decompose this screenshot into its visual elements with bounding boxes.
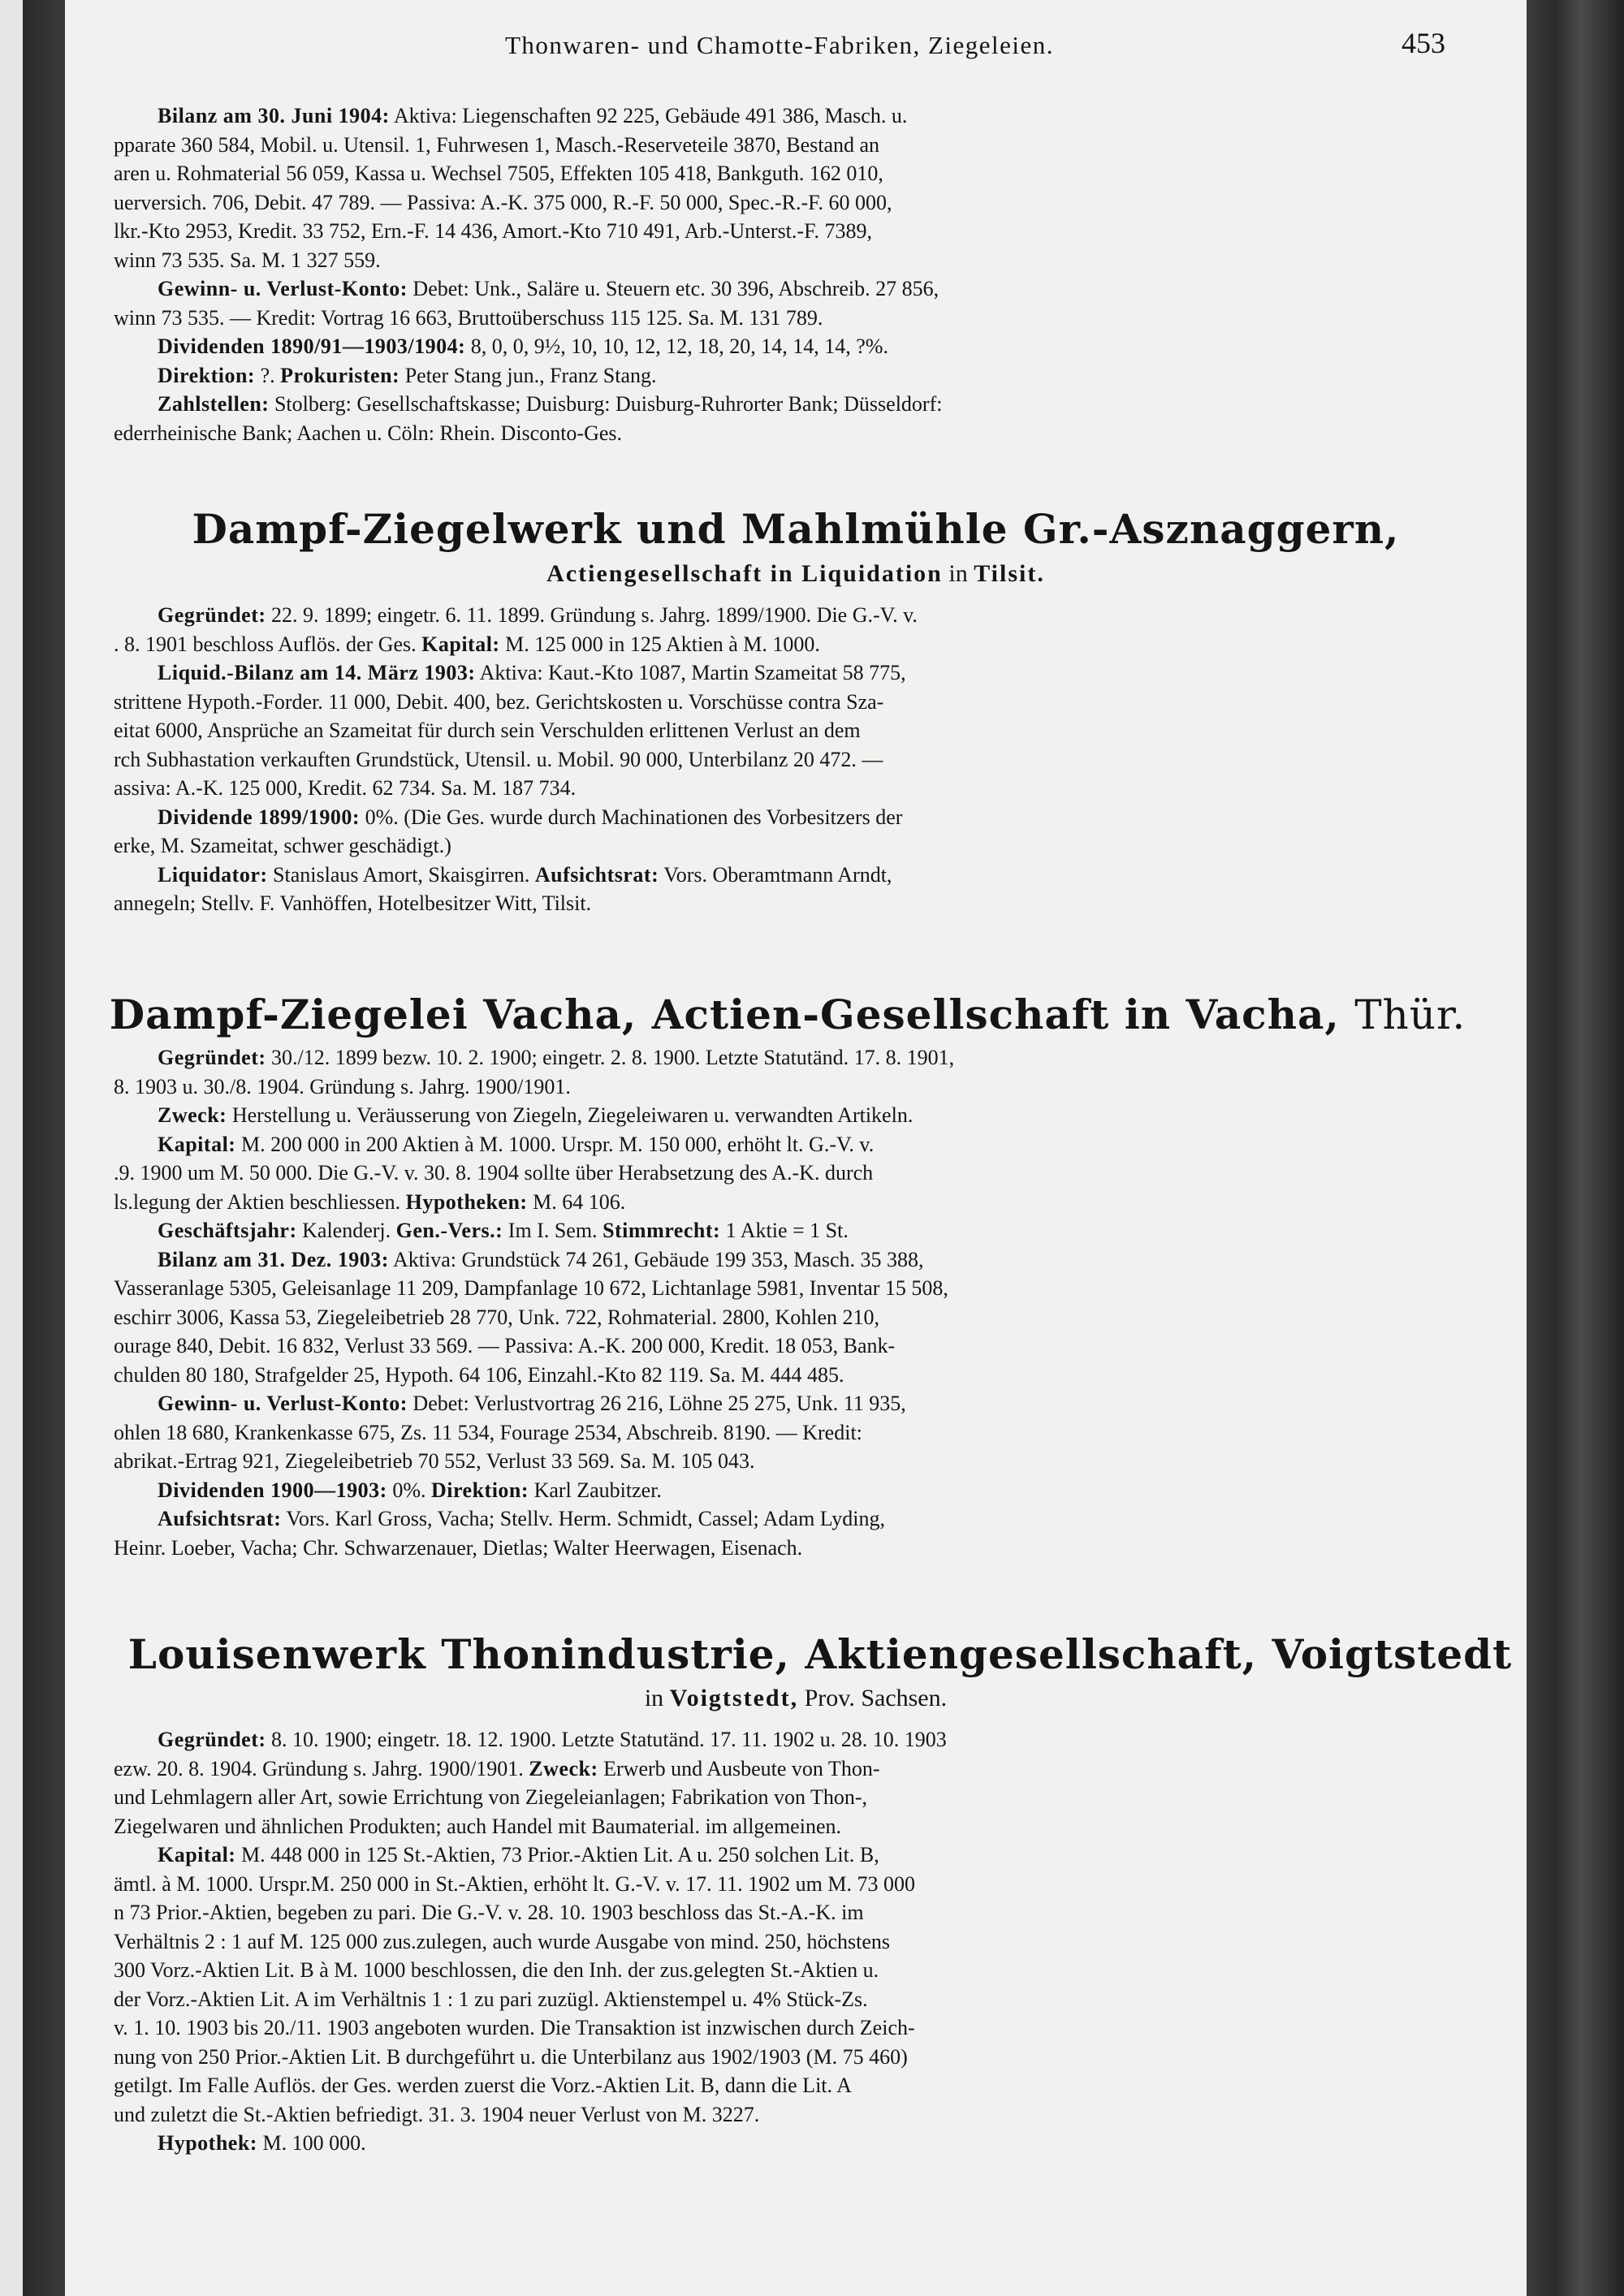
text-line <box>114 658 1445 688</box>
text-line <box>114 774 1445 803</box>
field-text: Aktiva: Kaut.-Kto 1087, Martin Szameitat 58 775, <box>475 661 906 684</box>
field-label: Dividende 1899/1900: <box>158 805 361 829</box>
field-text: ezw. 20. 8. 1904. Gründung s. Jahrg. 1900/1901. <box>114 1756 529 1780</box>
company-heading-asznaggern: Dampf-Ziegelwerk und Mahlmühle Gr.-Asznaggern, <box>192 505 1400 553</box>
field-text: uerversich. 706, Debit. 47 789. — Passiva: A.-K. 375 000, R.-F. 50 000, Spec.-R.-F. 60 000, <box>114 190 892 214</box>
text-line <box>114 159 1445 188</box>
subheading-in: in <box>948 560 968 587</box>
text-line <box>114 601 1445 630</box>
field-text: Peter Stang jun., Franz Stang. <box>400 363 657 387</box>
field-text: der Vorz.-Aktien Lit. A im Verhältnis 1 : 1 zu pari zuzügl. Aktienstempel u. 4% Stück-Zs. <box>114 1987 868 2011</box>
field-label: Liquid.-Bilanz am 14. März 1903: <box>158 661 476 684</box>
text-line <box>114 861 1445 890</box>
text-line <box>114 1985 1445 2014</box>
text-line <box>114 1927 1445 1957</box>
field-label: Kapital: <box>158 1132 236 1156</box>
field-text: winn 73 535. — Kredit: Vortrag 16 663, Bruttoüberschuss 115 125. Sa. M. 131 789. <box>114 305 823 330</box>
field-label: Aufsichtsrat: <box>158 1507 282 1530</box>
text-line <box>114 1504 1445 1534</box>
text-line <box>114 390 1445 419</box>
entry-asznaggern <box>114 601 1445 918</box>
field-text: Debet: Unk., Saläre u. Steuern etc. 30 396, Abschreib. 27 856, <box>407 277 939 300</box>
field-text: 300 Vorz.-Aktien Lit. B à M. 1000 beschlossen, die den Inh. der zus.gelegten St.-Aktien u. <box>114 1958 879 1982</box>
field-label: Prokuristen: <box>280 363 400 387</box>
text-line <box>114 1870 1445 1899</box>
company-location: Voigtstedt, <box>669 1685 799 1711</box>
field-label: Gewinn- u. Verlust-Konto: <box>158 1392 408 1415</box>
field-text: .9. 1900 um M. 50 000. Die G.-V. v. 30. 8. 1904 sollte über Herabsetzung des A.-K. durch <box>114 1161 874 1185</box>
field-label: Aufsichtsrat: <box>534 862 659 887</box>
text-line <box>114 361 1445 391</box>
subheading-in: in <box>644 1685 664 1711</box>
company-subheading-asznaggern <box>97 560 1494 588</box>
company-title-suffix: Thür. <box>1354 991 1466 1038</box>
field-text: ls.legung der Aktien beschliessen. <box>114 1189 406 1214</box>
field-text: Karl Zaubitzer. <box>529 1478 662 1502</box>
field-text: M. 448 000 in 125 St.-Aktien, 73 Prior.-Aktien Lit. A u. 250 solchen Lit. B, <box>235 1843 879 1867</box>
field-text: Debet: Verlustvortrag 26 216, Löhne 25 275, Unk. 11 935, <box>407 1392 906 1415</box>
field-text: ohlen 18 680, Krankenkasse 675, Zs. 11 534, Fourage 2534, Abschreib. 8190. — Kredit: <box>114 1420 862 1444</box>
text-line <box>114 1476 1445 1505</box>
text-line <box>114 889 1445 918</box>
running-head: Thonwaren- und Chamotte-Fabriken, Ziegeleien. <box>504 31 1055 59</box>
field-text: aren u. Rohmaterial 56 059, Kassa u. Wechsel 7505, Effekten 105 418, Bankguth. 162 010, <box>114 162 883 185</box>
field-text: lkr.-Kto 2953, Kredit. 33 752, Ern.-F. 14 436, Amort.-Kto 710 491, Arb.-Unterst.-F. 7389, <box>114 219 872 243</box>
text-line <box>114 217 1445 246</box>
text-line <box>114 1812 1445 1841</box>
text-line <box>114 1534 1445 1563</box>
field-text: Ziegelwaren und ähnlichen Produkten; auch Handel mit Baumaterial. im allgemeinen. <box>114 1814 841 1838</box>
field-text: M. 125 000 in 125 Aktien à M. 1000. <box>499 632 820 656</box>
text-line <box>114 188 1445 218</box>
field-label: Dividenden 1890/91—1903/1904: <box>158 334 466 358</box>
text-line <box>114 1043 1445 1072</box>
field-label: Kapital: <box>421 632 500 656</box>
text-line <box>114 716 1445 745</box>
field-text: chulden 80 180, Strafgelder 25, Hypoth. 64 106, Einzahl.-Kto 82 119. Sa. M. 444 485. <box>114 1362 844 1387</box>
text-line <box>114 1274 1445 1303</box>
field-text: eitat 6000, Ansprüche an Szameitat für durch sein Verschulden erlittenen Verlust an dem <box>114 719 861 742</box>
field-text: getilgt. Im Falle Auflös. der Ges. werden zuerst die Vorz.-Aktien Lit. B, dann die Lit. A <box>114 2074 852 2097</box>
text-line <box>114 131 1445 160</box>
field-text: . 8. 1901 beschloss Auflös. der Ges. <box>114 632 422 656</box>
field-text: und Lehmlagern aller Art, sowie Errichtung von Ziegeleianlagen; Fabrikation von Thon-, <box>114 1785 868 1809</box>
text-line <box>114 1130 1445 1159</box>
text-line <box>114 2043 1445 2072</box>
text-line <box>114 1841 1445 1870</box>
entry-louisenwerk <box>114 1725 1445 2158</box>
field-text: pparate 360 584, Mobil. u. Utensil. 1, Fuhrwesen 1, Masch.-Reserveteile 3870, Bestand an <box>114 132 880 157</box>
field-text: 8. 1903 u. 30./8. 1904. Gründung s. Jahrg. 1900/1901. <box>114 1074 571 1098</box>
company-heading-vacha <box>89 990 1486 1038</box>
text-line <box>114 2100 1445 2130</box>
field-text: erke, M. Szameitat, schwer geschädigt.) <box>114 834 451 857</box>
field-text: Aktiva: Liegenschaften 92 225, Gebäude 491 386, Masch. u. <box>389 104 908 127</box>
text-line <box>114 304 1445 333</box>
field-text: 0%. (Die Ges. wurde durch Machinationen des Vorbesitzers der <box>360 805 903 829</box>
text-line <box>114 274 1445 304</box>
field-label: Hypothek: <box>158 2131 257 2155</box>
field-label: Direktion: <box>158 363 256 387</box>
field-text: Stanislaus Amort, Skaisgirren. <box>267 862 535 887</box>
text-line <box>114 1898 1445 1927</box>
field-text: rch Subhastation verkauften Grundstück, Utensil. u. Mobil. 90 000, Unterbilanz 20 472. — <box>114 747 883 771</box>
field-text: winn 73 535. Sa. M. 1 327 559. <box>114 248 381 272</box>
field-label: Bilanz am 31. Dez. 1903: <box>158 1247 389 1271</box>
field-text: 22. 9. 1899; eingetr. 6. 11. 1899. Gründung s. Jahrg. 1899/1900. Die G.-V. v. <box>266 603 918 627</box>
field-text: 8. 10. 1900; eingetr. 18. 12. 1900. Letzte Statutänd. 17. 11. 1902 u. 28. 10. 1903 <box>266 1728 947 1751</box>
text-line <box>114 1216 1445 1245</box>
field-text: 1 Aktie = 1 St. <box>720 1219 849 1242</box>
field-text: und zuletzt die St.-Aktien befriedigt. 31. 3. 1904 neuer Verlust von M. 3227. <box>114 2102 760 2126</box>
book-page <box>65 0 1527 2296</box>
text-line <box>114 332 1445 361</box>
field-label: Gen.-Vers.: <box>395 1219 503 1242</box>
field-text: Heinr. Loeber, Vacha; Chr. Schwarzenauer, Dietlas; Walter Heerwagen, Eisenach. <box>114 1535 803 1560</box>
text-line <box>114 1072 1445 1102</box>
company-region: Prov. Sachsen. <box>804 1685 948 1711</box>
field-text: assiva: A.-K. 125 000, Kredit. 62 734. Sa. M. 187 734. <box>114 776 577 800</box>
field-text: Aktiva: Grundstück 74 261, Gebäude 199 353, Masch. 35 388, <box>388 1247 924 1271</box>
field-label: Stimmrecht: <box>603 1219 721 1242</box>
field-text: M. 100 000. <box>257 2131 366 2155</box>
text-line <box>114 803 1445 832</box>
field-text: ederrheinische Bank; Aachen u. Cöln: Rhein. Disconto-Ges. <box>114 421 623 445</box>
text-line <box>114 1331 1445 1361</box>
field-text: strittene Hypoth.-Forder. 11 000, Debit. 400, bez. Gerichtskosten u. Vorschüsse contra Sza- <box>114 689 884 714</box>
text-line <box>114 419 1445 448</box>
field-text: Erwerb und Ausbeute von Thon- <box>598 1756 880 1780</box>
field-label: Dividenden 1900—1903: <box>158 1478 387 1502</box>
field-text: 30./12. 1899 bezw. 10. 2. 1900; eingetr. 2. 8. 1900. Letzte Statutänd. 17. 8. 1901, <box>266 1046 955 1069</box>
text-line <box>114 2129 1445 2158</box>
text-line <box>114 1361 1445 1390</box>
field-label: Gegründet: <box>158 603 266 627</box>
text-line <box>114 831 1445 861</box>
field-text: Stolberg: Gesellschaftskasse; Duisburg: Duisburg-Ruhrorter Bank; Düsseldorf: <box>269 392 943 416</box>
field-text: Vors. Oberamtmann Arndt, <box>659 862 892 887</box>
field-text: M. 64 106. <box>527 1189 626 1214</box>
text-line <box>114 1418 1445 1448</box>
scan-left-shadow <box>23 0 65 2296</box>
company-heading-louisenwerk: Louisenwerk Thonindustrie, Aktiengesellschaft, Voigtstedt <box>127 1630 1513 1678</box>
company-legal-form: Actiengesellschaft in Liquidation <box>546 560 943 587</box>
text-line <box>114 1389 1445 1418</box>
text-line <box>114 1245 1445 1275</box>
field-text: abrikat.-Ertrag 921, Ziegeleibetrieb 70 552, Verlust 33 569. Sa. M. 105 043. <box>114 1449 755 1473</box>
field-text: ourage 840, Debit. 16 832, Verlust 33 569. — Passiva: A.-K. 200 000, Kredit. 18 053, Bank- <box>114 1334 896 1357</box>
entry-vacha <box>114 1043 1445 1562</box>
text-line <box>114 688 1445 717</box>
text-line <box>114 1783 1445 1812</box>
field-label: Bilanz am 30. Juni 1904: <box>158 104 390 127</box>
field-label: Zweck: <box>529 1756 598 1780</box>
field-text: Vors. Karl Gross, Vacha; Stellv. Herm. Schmidt, Cassel; Adam Lyding, <box>281 1507 885 1530</box>
text-line <box>114 1303 1445 1332</box>
text-line <box>114 1447 1445 1476</box>
field-text: Kalenderj. <box>296 1219 396 1242</box>
text-line <box>114 630 1445 659</box>
field-text: eschirr 3006, Kassa 53, Ziegeleibetrieb 28 770, Unk. 722, Rohmaterial. 2800, Kohlen 210, <box>114 1305 880 1329</box>
field-text: annegeln; Stellv. F. Vanhöffen, Hotelbesitzer Witt, Tilsit. <box>114 891 592 915</box>
field-text: Vasseranlage 5305, Geleisanlage 11 209, Dampfanlage 10 672, Lichtanlage 5981, Inventar 15 508, <box>114 1276 948 1300</box>
text-line <box>114 1754 1445 1784</box>
field-text: 0%. <box>387 1478 431 1502</box>
text-line <box>114 1188 1445 1217</box>
entry-continuation <box>114 101 1445 447</box>
text-line <box>114 101 1445 131</box>
field-label: Geschäftsjahr: <box>158 1219 297 1242</box>
text-line <box>114 1956 1445 1985</box>
company-location: Tilsit. <box>974 560 1045 587</box>
field-text: ?. <box>255 363 281 387</box>
field-text: 8, 0, 0, 9½, 10, 10, 12, 12, 18, 20, 14, 14, 14, ?%. <box>465 334 888 358</box>
field-label: Hypotheken: <box>405 1189 528 1214</box>
text-line <box>114 1159 1445 1188</box>
scan-binding-edge <box>1527 0 1624 2296</box>
field-text: n 73 Prior.-Aktien, begeben zu pari. Die G.-V. v. 28. 10. 1903 beschloss das St.-A.-K. im <box>114 1901 864 1924</box>
field-text: Verhältnis 2 : 1 auf M. 125 000 zus.zulegen, auch wurde Ausgabe von mind. 250, höchstens <box>114 1929 891 1953</box>
field-text: ämtl. à M. 1000. Urspr.M. 250 000 in St.-Aktien, erhöht lt. G.-V. v. 17. 11. 1902 um M. 73 000 <box>114 1871 916 1896</box>
text-line <box>114 1101 1445 1130</box>
field-label: Direktion: <box>430 1478 529 1502</box>
field-text: nung von 250 Prior.-Aktien Lit. B durchgeführt u. die Unterbilanz aus 1902/1903 (M. 75 460) <box>114 2044 908 2069</box>
text-line <box>114 2071 1445 2100</box>
scan-left-margin <box>0 0 23 2296</box>
field-label: Zweck: <box>158 1103 227 1127</box>
field-label: Gewinn- u. Verlust-Konto: <box>158 277 408 300</box>
field-text: v. 1. 10. 1903 bis 20./11. 1903 angeboten wurden. Die Transaktion ist inzwischen durch Zeich- <box>114 2016 915 2039</box>
page-number: 453 <box>1402 27 1445 59</box>
field-label: Liquidator: <box>158 862 268 887</box>
text-line <box>114 246 1445 275</box>
text-line <box>114 1725 1445 1754</box>
field-text: M. 200 000 in 200 Aktien à M. 1000. Urspr. M. 150 000, erhöht lt. G.-V. v. <box>235 1132 875 1156</box>
text-line <box>114 745 1445 775</box>
text-line <box>114 2013 1445 2043</box>
field-label: Kapital: <box>158 1843 236 1867</box>
field-label: Gegründet: <box>158 1046 266 1069</box>
field-text: Herstellung u. Veräusserung von Ziegeln, Ziegeleiwaren u. verwandten Artikeln. <box>227 1103 914 1127</box>
company-subheading-louisenwerk <box>97 1685 1494 1712</box>
company-title: Dampf-Ziegelei Vacha, Actien-Gesellschaft in Vacha, <box>109 990 1340 1038</box>
field-label: Gegründet: <box>158 1728 266 1751</box>
field-label: Zahlstellen: <box>158 392 270 416</box>
field-text: Im I. Sem. <box>503 1219 603 1242</box>
